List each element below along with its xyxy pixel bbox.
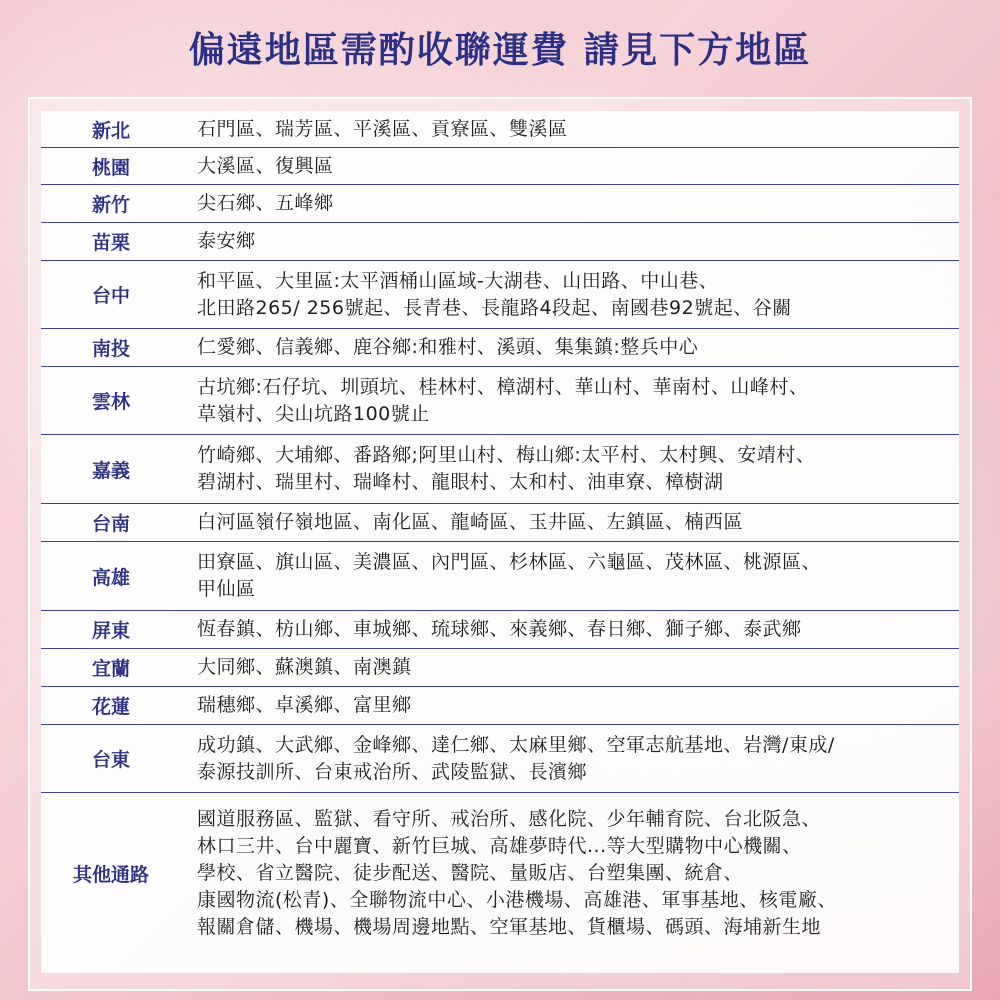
area-line: 恆春鎮、枋山鄉、車城鄉、琉球鄉、來義鄉、春日鄉、獅子鄉、泰武鄉 — [197, 618, 802, 640]
area-line: 報關倉儲、機場、機場周邊地點、空軍基地、貨櫃場、碼頭、海埔新生地 — [197, 915, 822, 938]
table-row — [41, 367, 959, 435]
area-line: 學校、省立醫院、徒步配送、醫院、量販店、台塑集團、統倉、 — [197, 861, 744, 884]
area-line: 和平區、大里區:太平酒桶山區域-大湖巷、山田路、中山巷、 — [197, 269, 719, 292]
area-list — [181, 190, 959, 217]
area-line: 尖石鄉、五峰鄉 — [197, 192, 334, 214]
region-label: 苗栗 — [91, 232, 130, 254]
area-list — [181, 549, 959, 603]
region-label: 嘉義 — [91, 459, 130, 482]
table-row — [41, 542, 959, 611]
area-list — [181, 334, 959, 361]
region-label: 高雄 — [91, 566, 130, 589]
region-label: 宜蘭 — [91, 658, 130, 680]
area-list — [181, 654, 959, 681]
region-label: 台東 — [91, 749, 130, 771]
region-label: 台中 — [91, 285, 130, 307]
table-row — [41, 435, 959, 504]
area-line: 碧湖村、瑞里村、瑞峰村、龍眼村、太和村、油車寮、樟樹湖 — [197, 471, 724, 493]
area-list — [181, 116, 959, 143]
area-list — [181, 268, 959, 322]
remote-area-table — [41, 111, 959, 973]
table-row — [41, 185, 959, 223]
table-row — [41, 611, 959, 649]
region-label: 花蓮 — [91, 696, 130, 718]
area-list — [181, 153, 959, 180]
region-label: 桃園 — [91, 156, 130, 179]
area-list — [181, 228, 959, 255]
area-list — [181, 374, 959, 428]
table-row — [41, 793, 959, 953]
area-list — [181, 732, 959, 786]
area-line: 竹崎鄉、大埔鄉、番路鄉;阿里山村、梅山鄉:太平村、太村興、安靖村、 — [197, 444, 816, 466]
table-row — [41, 261, 959, 329]
region-label: 新竹 — [91, 194, 130, 216]
table-row — [41, 111, 959, 148]
area-line: 古坑鄉:石仔坑、圳頭坑、桂林村、樟湖村、華山村、華南村、山峰村、 — [197, 375, 809, 398]
area-line: 康國物流(松青)、全聯物流中心、小港機場、高雄港、軍事基地、核電廠、 — [197, 888, 837, 911]
region-label: 台南 — [91, 513, 130, 535]
area-line: 草嶺村、尖山坑路100號止 — [197, 402, 430, 425]
table-row — [41, 725, 959, 793]
table-row — [41, 687, 959, 725]
area-list — [181, 692, 959, 719]
table-row — [41, 504, 959, 542]
area-line: 林口三井、台中麗寶、新竹巨城、高雄夢時代...等大型購物中心機關、 — [197, 834, 802, 857]
page-title: 偏遠地區需酌收聯運費 請見下方地區 — [188, 30, 812, 71]
region-label: 新北 — [91, 119, 130, 142]
table-row — [41, 649, 959, 687]
area-line: 泰源技訓所、台東戒治所、武陵監獄、長濱鄉 — [197, 760, 588, 783]
table-row — [41, 223, 959, 261]
area-line: 瑞穗鄉、卓溪鄉、富里鄉 — [197, 694, 412, 716]
region-label: 其他通路 — [72, 863, 149, 886]
area-line: 甲仙區 — [197, 578, 256, 600]
region-label: 屏東 — [91, 620, 130, 642]
area-list — [181, 616, 959, 643]
region-label: 南投 — [91, 338, 130, 360]
area-list — [181, 509, 959, 536]
area-line: 成功鎮、大武鄉、金峰鄉、達仁鄉、太麻里鄉、空軍志航基地、岩灣/東成/ — [197, 733, 835, 756]
area-line: 泰安鄉 — [197, 230, 256, 252]
area-line: 大同鄉、蘇澳鎮、南澳鎮 — [197, 656, 412, 678]
area-line: 石門區、瑞芳區、平溪區、貢寮區、雙溪區 — [197, 117, 568, 140]
table-row — [41, 148, 959, 185]
area-list — [181, 806, 959, 941]
area-line: 國道服務區、監獄、看守所、戒治所、感化院、少年輔育院、台北阪急、 — [197, 807, 822, 830]
area-line: 仁愛鄉、信義鄉、鹿谷鄉:和雅村、溪頭、集集鎮:整兵中心 — [197, 336, 699, 358]
region-label: 雲林 — [91, 391, 130, 413]
table-row — [41, 329, 959, 367]
area-line: 大溪區、復興區 — [197, 154, 334, 177]
area-line: 白河區嶺仔嶺地區、南化區、龍崎區、玉井區、左鎮區、楠西區 — [197, 511, 744, 533]
area-line: 田寮區、旗山區、美濃區、內門區、杉林區、六龜區、茂林區、桃源區、 — [197, 551, 822, 573]
area-line: 北田路265/ 256號起、長青巷、長龍路4段起、南國巷92號起、谷關 — [197, 296, 792, 319]
area-list — [181, 442, 959, 496]
